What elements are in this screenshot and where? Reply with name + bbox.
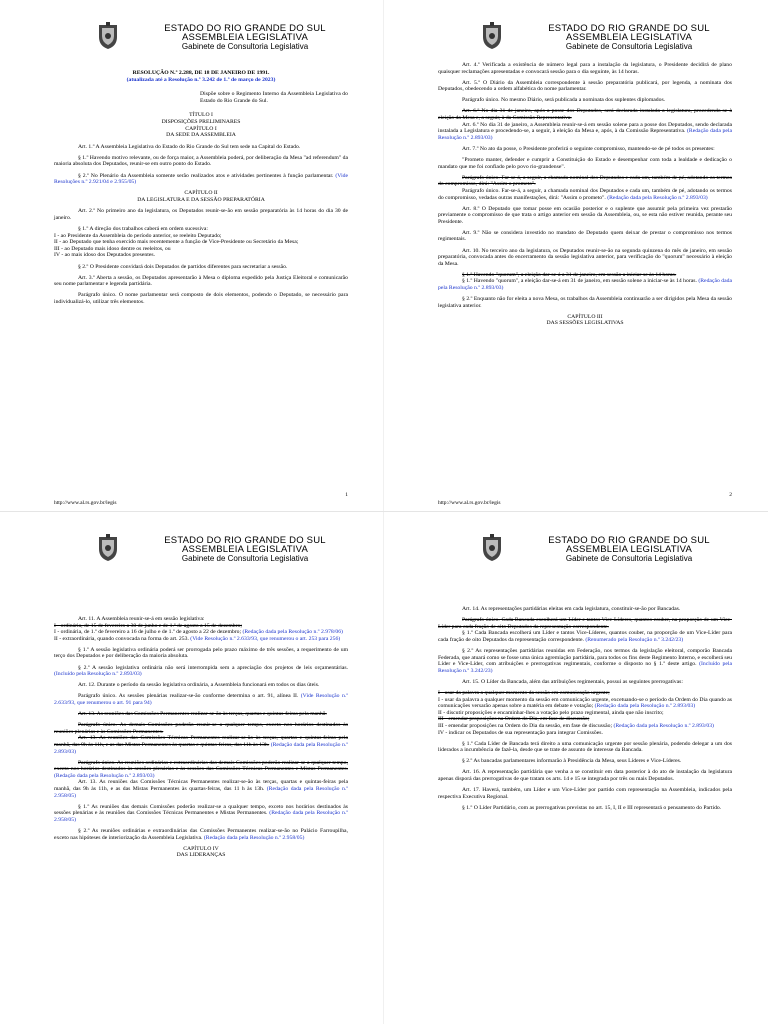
header-office: Gabinete de Consultoria Legislativa (181, 42, 309, 51)
reference-link[interactable]: (Redação dada pela Resolução n.º 2.893/03) (607, 194, 708, 201)
header-office: Gabinete de Consultoria Legislativa (565, 42, 693, 51)
list-item: III - emendar proposições na Ordem do Dia da sessão, em fase de discussão; (Redação dada pela Resolução n.º 2.893/03) (438, 722, 714, 729)
article: Art. 12. Durante o período da sessão legislativa ordinária, a Assembleia funcionará em todos os dias úteis. (78, 682, 320, 689)
header-assembly: ASSEMBLEIA LEGISLATIVA (181, 544, 309, 555)
article: Art. 8.º O Deputado que tomar posse em ocasião posterior e o suplente que assumir pela primeira vez prestarão previamente o compromisso de que trata o artigo anterior em sessão da Assembleia, ou, se esta não estiver reunida, perante seu Presidente. (438, 205, 732, 225)
article: Art. 11. A Assembleia reunir-se-á em sessão legislativa: (78, 616, 205, 622)
document-page-2 (384, 0, 768, 510)
footer-url[interactable]: http://www.al.rs.gov.br/legis (438, 500, 501, 506)
article: Art. 15. O Líder da Bancada, além das atribuições regimentais, possui as seguintes prerrogativas: (462, 678, 683, 685)
header-state: ESTADO DO RIO GRANDE DO SUL (164, 535, 326, 546)
heading: DAS LIDERANÇAS (176, 852, 226, 859)
page-header (384, 0, 768, 56)
list-item: I - ordinária, de 1.º de fevereiro a 16 de julho e de 1.º de agosto a 22 de dezembro; (Redação dada pela Resolução n.º 2.978/06) (54, 629, 343, 636)
list-item: II - extraordinária, quando convocada na forma do art. 253. (Vide Resolução n.º 2.633/93, que renumerou o art. 253 para 256) (54, 635, 341, 642)
header-office: Gabinete de Consultoria Legislativa (181, 554, 309, 563)
header-state: ESTADO DO RIO GRANDE DO SUL (164, 23, 326, 34)
list-item: III - ao Deputado mais idoso dentre os reeleitos, ou (54, 245, 171, 252)
revoked-item: I - usar da palavra a qualquer momento da sessão em comunicação urgente; (438, 689, 610, 696)
reference-link[interactable]: (Incluído pela Resolução n.º 2.893/03) (54, 671, 142, 678)
page-body (438, 62, 732, 327)
reference-link[interactable]: (Redação dada pela Resolução n.º 2.958/05) (54, 810, 349, 823)
page-body (54, 70, 348, 310)
reference-link[interactable]: (Redação dada pela Resolução n.º 2.958/05) (203, 834, 305, 841)
paragraph: § 1.º A sessão legislativa ordinária poderá ser prorrogada pelo prazo máximo de três sessões, a requerimento de um terço dos Deputados e por deliberação da maioria absoluta. (54, 646, 348, 660)
paragraph: Parágrafo único. As sessões plenárias realizar-se-ão conforme determina o art. 91, alínea II. (Vide Resolução n.º 2.633/93, que renumerou o art. 91 para 94) (54, 693, 349, 706)
state-coat-of-arms-icon (480, 22, 504, 50)
state-coat-of-arms-icon (96, 534, 120, 562)
paragraph: § 1.º Cada Bancada escolherá um Líder e tantos Vice-Líderes, quantos couber, na proporção de um Vice-Líder para cada fração de oito Deputados da representação correspondente. (Renumerado pela Resolução n.º 3.242/23) (438, 630, 732, 643)
article: Art. 16. A representação partidária que venha a se constituir em data posterior à do ato de instalação da legislatura apenas disporá das prerrogativas de que tratam os arts. 14 e 15 se integrada por três ou mais Deputados. (438, 769, 732, 782)
paragraph: Parágrafo único. Far-se-á, a seguir, a chamada nominal dos Deputados e cada um, também de pé, adotando os termos do compromisso, vedadas outras manifestações, dirá: "Assim o prometo". (Redação dada pela Resolução n.º 2.893/03) (438, 187, 732, 201)
heading: DA LEGISLATURA E DA SESSÃO PREPARATÓRIA (137, 196, 265, 203)
revoked-paragraph: Parágrafo único. Far-se-á, a seguir, a chamada nominal dos Deputados e cada um, também de pé, adotando os termos do compromisso, dirá: "Assim o prometo". (438, 174, 732, 188)
heading: TÍTULO I (189, 112, 213, 119)
reference-link[interactable]: (Renumerado pela Resolução n.º 3.242/23) (585, 636, 684, 643)
paragraph: § 1.º As reuniões das demais Comissões poderão realizar-se a qualquer tempo, exceto nos horários destinados às sessões plenárias e às reuniões das Comissões Técnicas Permanentes e Mistas Permanentes. (Redação dada pela Resolução n.º 2.958/05) (54, 803, 349, 823)
revoked-paragraph: Parágrafo único. As demais Comissões poderão reunir-se a qualquer tempo, exceto nos horários destinados às reuniões plenárias e às Comissões Permanentes. (54, 722, 348, 735)
revoked-paragraph: Parágrafo único. As reuniões ordinárias e extraordinárias das demais Comissões poderão realizar-se a qualquer tempo, exceto nos horários destinados às sessões plenárias e às sessões das Comissões Técnicas Permanentes e Mistas Permanentes. (Redação dada pela Resolução n.º 2.893/03) (54, 759, 348, 779)
reference-link[interactable]: (Redação dada pela Resolução n.º 2.893/03) (594, 703, 696, 710)
paragraph: § 2.º No Plenário da Assembleia somente serão realizados atos e atividades pertinentes à função parlamentar. (Vide Resoluções n.º 2.921/04 e 2.955/05) (54, 172, 349, 186)
reference-link[interactable]: (Redação dada pela Resolução n.º 2.893/03) (54, 741, 349, 755)
heading: DA SEDE DA ASSEMBLEIA (166, 132, 236, 139)
article: Art. 7.º No ato da posse, o Presidente proferirá o seguinte compromisso, mantendo-se de pé todos os presentes: (462, 145, 715, 152)
page-header (384, 512, 768, 568)
footer-url[interactable]: http://www.al.rs.gov.br/legis (54, 500, 117, 506)
revoked-article: Art. 13. As reuniões das Comissões Permanentes realizar-se-ão às terças, quartas e quintas-feiras pela manhã. (78, 711, 327, 718)
page-header (0, 512, 384, 568)
page-number: 1 (345, 492, 348, 498)
article: Art. 14. As representações partidárias eleitas em cada legislatura, constituir-se-ão por Bancadas. (462, 606, 681, 612)
paragraph: § 1.º Cada Líder de Bancada terá direito a uma comunicação urgente por sessão plenária, podendo delegar a um dos liderados a incumbência de fazê-la, desde que se trate de assunto de interesse da Bancada. (438, 740, 732, 754)
heading: DAS SESSÕES LEGISLATIVAS (546, 320, 624, 327)
reference-link[interactable]: (Redação dada pela Resolução n.º 2.978/06) (242, 629, 343, 636)
page-body (438, 606, 732, 816)
document-page-3 (0, 512, 384, 1024)
page-number: 2 (729, 492, 732, 498)
article: Art. 2.º No primeiro ano da legislatura, os Deputados reunir-se-ão em sessão preparatória às 14 horas do dia 30 de janeiro. (54, 208, 348, 221)
revoked-item: I - ordinária, de 15 de fevereiro a 30 de junho e de 1.º de agosto a 15 de dezembro; (54, 622, 242, 629)
revoked-article: Art. 13. As reuniões das Comissões Técnicas Permanentes realizar-se-ão às terças, quartas e quintas-feiras pela manhã, das 9h às 11h, e as das Mistas Permanentes às quartas e quintas-feiras, das 11h às 13h. (Redação dada pela Resolução n.º 2.893/03) (54, 735, 349, 755)
reference-link[interactable]: (Incluído pela Resolução n.º 3.242/23) (438, 661, 733, 674)
page-body (54, 616, 348, 859)
document-page-1 (0, 0, 384, 510)
reference-link[interactable]: (Redação dada pela Resolução n.º 2.893/03) (438, 278, 733, 292)
paragraph: § 1.º Havendo motivo relevante, ou de força maior, a Assembleia poderá, por deliberação da Mesa "ad referendum" da maioria absoluta dos Deputados, reunir-se em outro ponto do Estado. (54, 154, 348, 168)
state-coat-of-arms-icon (96, 22, 120, 50)
reference-link[interactable]: (Redação dada pela Resolução n.º 2.893/03) (54, 772, 155, 779)
paragraph: § 2.º O Presidente convidará dois Deputados de partidos diferentes para secretariar a sessão. (78, 263, 288, 270)
resolution-title: RESOLUÇÃO N.º 2.288, DE 18 DE JANEIRO DE 1991. (132, 70, 270, 76)
heading: CAPÍTULO II (184, 190, 218, 197)
ementa: Dispõe sobre o Regimento Interno da Assembleia Legislativa do Estado do Rio Grande do Sul. (200, 91, 348, 104)
document-page-4 (384, 512, 768, 1024)
article: Art. 3.º Aberta a sessão, os Deputados apresentarão à Mesa o diploma expedido pela Justiça Eleitoral e comunicarão seu nome parlamentar e legenda partidária. (54, 274, 348, 288)
article: Art. 4.º Verificada a existência de número legal para a instalação da legislatura, o Presidente decidirá de plano quaisquer reclamações apresentadas e convocará sessão para o dia seguinte, às 14 horas. (438, 62, 732, 75)
list-item: II - discutir proposições e encaminhar-lhes a votação pelo prazo regimental, ainda que não inscrito; (438, 709, 664, 716)
heading: DISPOSIÇÕES PRELIMINARES (161, 118, 241, 125)
header-state: ESTADO DO RIO GRANDE DO SUL (548, 23, 710, 34)
header-assembly: ASSEMBLEIA LEGISLATIVA (565, 544, 693, 555)
article: Art. 17. Haverá, também, um Líder e um Vice-Líder por partido com representação na Assembleia, indicados pela respectiva Executiva Regional. (438, 787, 732, 800)
list-item: I - ao Presidente da Assembleia do período anterior, se reeleito Deputado; (54, 232, 222, 239)
paragraph: § 2.º As reuniões ordinárias e extraordinárias das Comissões Permanentes realizar-se-ão no Palácio Farroupilha, exceto nas hipóteses de interiorização da Assembleia Legislativa. (Redação dada pela Resolução n.º 2.958/05) (54, 827, 348, 841)
paragraph: § 1.º O Líder Partidário, com as prerrogativas previstas no art. 15, I, II e III representará o pensamento do Partido. (462, 804, 722, 811)
page-header (0, 0, 384, 56)
heading: CAPÍTULO III (567, 313, 603, 320)
reference-link[interactable]: (Vide Resolução n.º 2.633/93, que renumerou o art. 91 para 94) (54, 693, 349, 706)
heading: CAPÍTULO I (185, 125, 217, 132)
header-assembly: ASSEMBLEIA LEGISLATIVA (181, 32, 309, 43)
article: Art. 9.º Não se considera investido no mandato de Deputado quem deixar de prestar o compromisso nos termos regimentais. (438, 229, 732, 243)
header-assembly: ASSEMBLEIA LEGISLATIVA (565, 32, 693, 43)
oath-quote: "Prometo manter, defender e cumprir a Constituição do Estado e desempenhar com toda a lealdade e dedicação o mandato que me foi confiado pelo povo rio-grandense". (438, 157, 732, 170)
reference-link[interactable]: (Redação dada pela Resolução n.º 2.958/05) (54, 785, 348, 799)
page-footer (438, 492, 732, 506)
paragraph: § 2.º A sessão legislativa ordinária não será interrompida sem a apreciação dos projetos de leis orçamentárias. (Incluído pela Resolução n.º 2.893/03) (54, 664, 348, 678)
article: Art. 13. As reuniões das Comissões Técnicas Permanentes realizar-se-ão às terças, quartas e quintas-feiras pela manhã, das 9h às 11h, e as das Mistas Permanentes às quartas-feiras, das 11 h às 13h. (Redação dada pela Resolução n.º 2.958/05) (54, 779, 348, 799)
list-item: II - ao Deputado que tenha exercido mais recentemente a função de Vice-Presidente ou Secretário da Mesa; (54, 239, 299, 246)
reference-link[interactable]: (Vide Resolução n.º 2.633/93, que renumerou o art. 253 para 256) (190, 635, 341, 642)
heading: CAPÍTULO IV (183, 845, 219, 852)
list-item: IV - ao mais idoso dos Deputados presentes. (54, 252, 155, 259)
reference-link[interactable]: (Redação dada pela Resolução n.º 2.893/03) (438, 128, 733, 141)
page-footer (54, 492, 348, 506)
revoked-item: III - emendar proposições na Ordem do Dia, em fase de discussão; (438, 716, 590, 723)
paragraph: § 1.º Havendo "quorum", a eleição dar-se-á em 31 de janeiro, em sessão solene a iniciar-se às 14 horas. (Redação dada pela Resolução n.º 2.893/03) (438, 278, 733, 292)
paragraph: Parágrafo único. O nome parlamentar será composto de dois elementos, podendo o Deputado, se necessário para individualizá-lo, utilizar três elementos. (54, 292, 348, 305)
paragraph: § 2.º Enquanto não for eleita a nova Mesa, os trabalhos da Assembleia continuarão a ser dirigidos pela Mesa da sessão legislativa anterior. (438, 296, 732, 309)
article: Art. 10. No terceiro ano da legislatura, os Deputados reunir-se-ão na segunda quinzena do mês de janeiro, em sessão preparatória, convocada antes do encerramento da sessão legislativa anterior, para verificação do "quorum" necessário à eleição da Mesa. (438, 247, 732, 267)
state-coat-of-arms-icon (480, 534, 504, 562)
paragraph: Parágrafo único. No mesmo Diário, será publicada a nominata dos suplentes diplomados. (462, 97, 666, 104)
revoked-article: Art. 6.º No dia 31 de janeiro, após a posse dos Deputados, será declarada instalada a legislatura, procedendo-se à eleição da Mesa e, a seguir, à da Comissão Representativa. (438, 108, 732, 122)
revoked-paragraph: Parágrafo único. Cada Bancada escolherá um Líder e tantos Vice-Líderes, quantos couber, na proporção de um Vice-Líder para cada fração de oito Deputados da representação correspondente. (438, 617, 732, 630)
article: Art. 6.º No dia 31 de janeiro, a Assembleia reunir-se-á em sessão solene para a posse dos Deputados, sendo declarada instalada a Legislatura e procedendo-se, a seguir, à eleição da Mesa e, após, à da Comissão Representativa. (Redação dada pela Resolução n.º 2.893/03) (438, 121, 733, 141)
resolution-update-link[interactable]: (atualizada até a Resolução n.º 3.242 de 1.º de março de 2023) (126, 76, 276, 83)
article: Art. 1.º A Assembleia Legislativa do Estado do Rio Grande do Sul tem sede na Capital do Estado. (78, 143, 301, 150)
reference-link[interactable]: (Vide Resoluções n.º 2.921/04 e 2.955/05) (54, 172, 349, 186)
reference-link[interactable]: (Redação dada pela Resolução n.º 2.893/03) (613, 722, 714, 729)
list-item: IV - indicar os Deputados de sua representação para integrar Comissões. (438, 729, 603, 736)
header-state: ESTADO DO RIO GRANDE DO SUL (548, 535, 710, 546)
list-item: I - usar da palavra a qualquer momento da sessão em comunicação urgente, excetuando-se o período da Ordem do Dia quando as comunicações versarão apenas sobre a matéria em debate e votação; (Redação dada pela Resolução n.º 2.893/03) (438, 696, 732, 710)
paragraph: § 2.º As bancadas parlamentares informarão à Presidência da Mesa, seus Líderes e Vice-Líderes. (462, 758, 682, 765)
revoked-paragraph: § 1.º Havendo "quorum", a eleição dar-se-á a 31 de janeiro, em sessão a iniciar-se às 14 horas. (462, 271, 677, 278)
header-office: Gabinete de Consultoria Legislativa (565, 554, 693, 563)
article: Art. 5.º O Diário da Assembleia correspondente à sessão preparatória publicará, por legenda, a nominata dos Deputados, obedecendo a ordem alfabética do nome parlamentar. (438, 79, 732, 93)
paragraph: § 2.º As representações partidárias reunidas em Federação, nos termos da legislação eleitoral, comporão Bancada Federada, que atuará como se fosse uma única agremiação partidária, para todos os fins deste Regimento Interno, e escolherá seu Líder e Vice-Líder, com atribuições e prerrogativas regimentais, conforme o disposto no § 1.º deste artigo. (Incluído pela Resolução n.º 3.242/23) (438, 647, 733, 674)
paragraph: § 1.º A direção dos trabalhos caberá em ordem sucessiva: (78, 226, 209, 233)
